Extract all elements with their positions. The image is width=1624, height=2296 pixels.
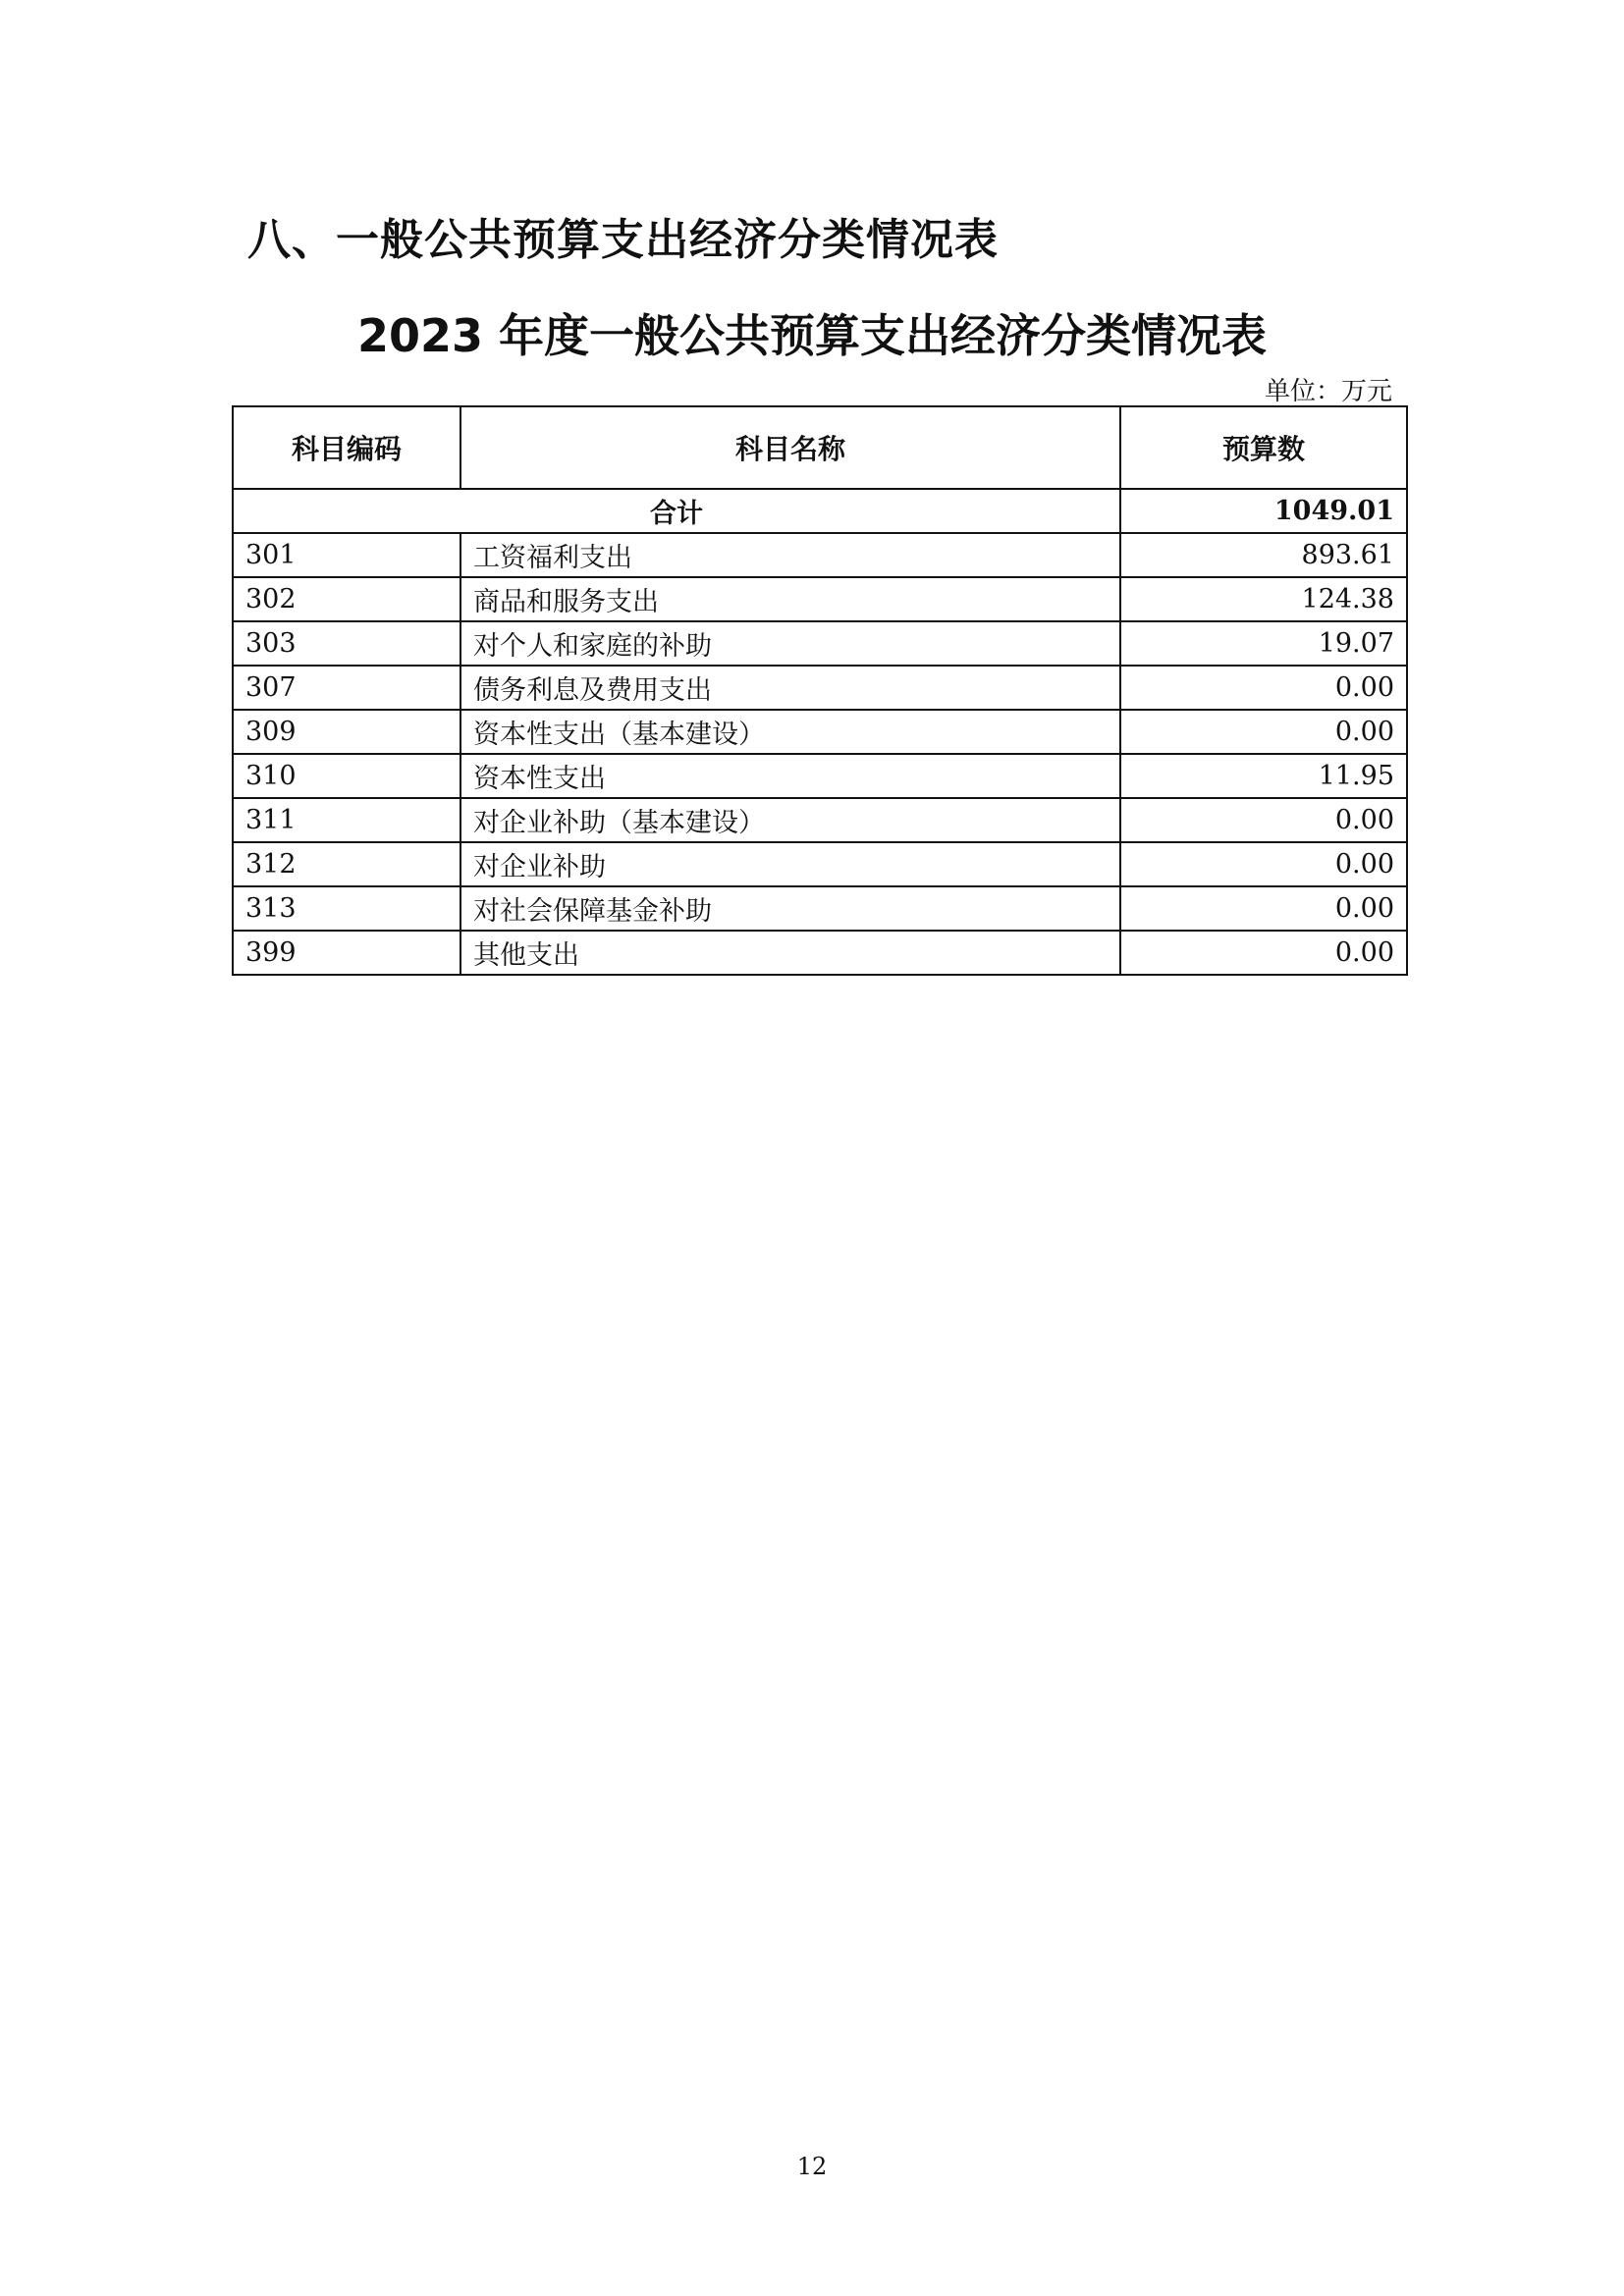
budget-table	[232, 405, 1408, 976]
row-amount: 0.00	[1120, 710, 1407, 754]
table-title: 2023 年度一般公共预算支出经济分类情况表	[356, 309, 1268, 362]
row-name: 债务利息及费用支出	[460, 666, 1120, 710]
row-amount: 0.00	[1120, 931, 1407, 975]
total-label: 合计	[233, 489, 1120, 533]
page-number: 12	[796, 2153, 828, 2180]
row-name: 资本性支出	[460, 754, 1120, 798]
table-row	[233, 577, 1407, 621]
row-name: 对个人和家庭的补助	[460, 621, 1120, 666]
unit-label: 单位：万元	[1264, 377, 1392, 406]
row-name: 对企业补助（基本建设）	[460, 798, 1120, 842]
row-code: 312	[233, 842, 460, 886]
table-row	[233, 886, 1407, 931]
table-row	[233, 842, 1407, 886]
row-amount: 0.00	[1120, 798, 1407, 842]
table-row	[233, 621, 1407, 666]
row-amount: 124.38	[1120, 577, 1407, 621]
table-row	[233, 710, 1407, 754]
row-name: 工资福利支出	[460, 533, 1120, 577]
table-row	[233, 754, 1407, 798]
header-amount: 预算数	[1120, 406, 1407, 489]
row-name: 资本性支出（基本建设）	[460, 710, 1120, 754]
row-name: 对社会保障基金补助	[460, 886, 1120, 931]
table-row	[233, 666, 1407, 710]
row-name: 其他支出	[460, 931, 1120, 975]
table-header-row	[233, 406, 1407, 489]
row-code: 311	[233, 798, 460, 842]
row-amount: 0.00	[1120, 842, 1407, 886]
row-code: 301	[233, 533, 460, 577]
table-row	[233, 533, 1407, 577]
header-name: 科目名称	[460, 406, 1120, 489]
header-code: 科目编码	[233, 406, 460, 489]
row-amount: 11.95	[1120, 754, 1407, 798]
row-amount: 19.07	[1120, 621, 1407, 666]
row-code: 309	[233, 710, 460, 754]
row-name: 商品和服务支出	[460, 577, 1120, 621]
row-code: 303	[233, 621, 460, 666]
row-amount: 0.00	[1120, 886, 1407, 931]
row-code: 307	[233, 666, 460, 710]
section-heading: 八、一般公共预算支出经济分类情况表	[247, 215, 999, 265]
row-amount: 893.61	[1120, 533, 1407, 577]
row-amount: 0.00	[1120, 666, 1407, 710]
table-row	[233, 798, 1407, 842]
row-code: 310	[233, 754, 460, 798]
total-amount: 1049.01	[1120, 489, 1407, 533]
row-code: 302	[233, 577, 460, 621]
row-name: 对企业补助	[460, 842, 1120, 886]
row-code: 313	[233, 886, 460, 931]
row-code: 399	[233, 931, 460, 975]
total-row	[233, 489, 1407, 533]
table-row	[233, 931, 1407, 975]
